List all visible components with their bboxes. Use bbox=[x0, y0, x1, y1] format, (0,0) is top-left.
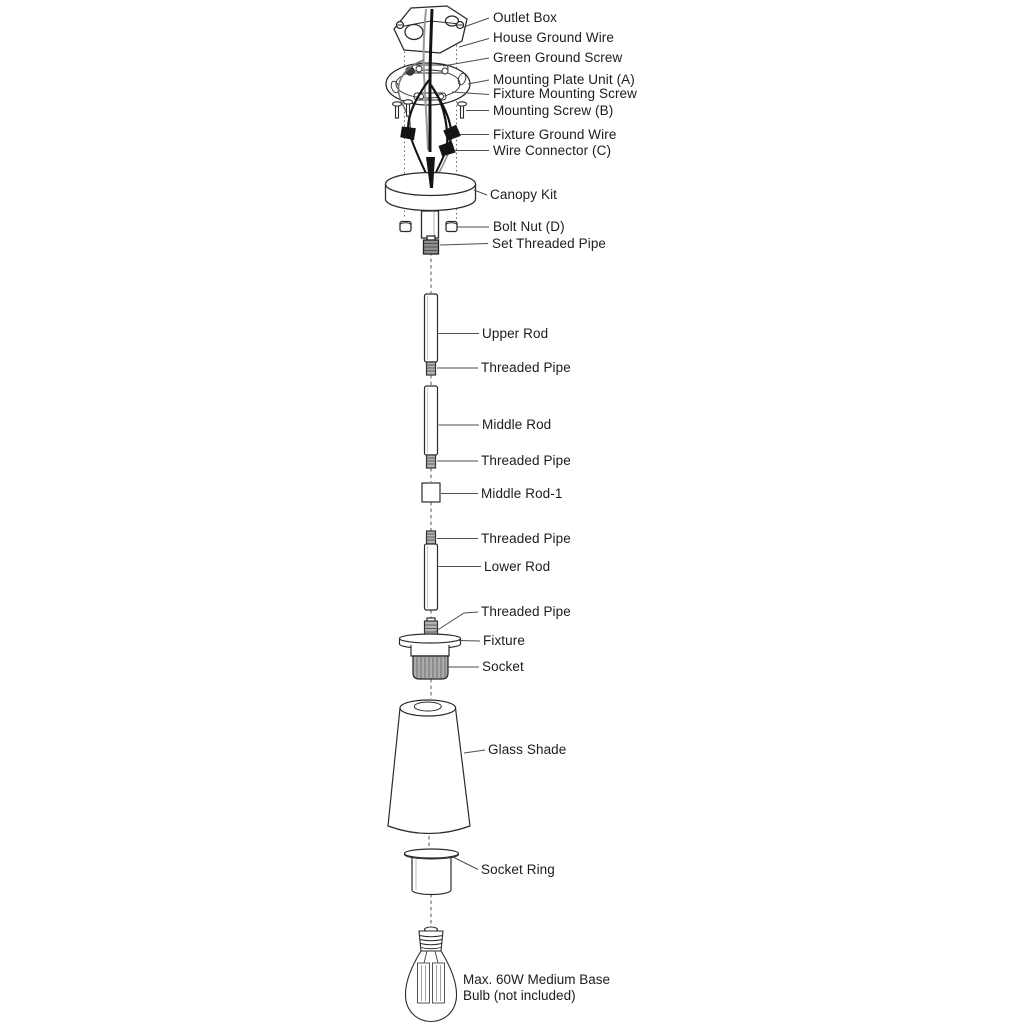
bolt-nut-right-drawing bbox=[446, 222, 457, 232]
socket-ring-drawing bbox=[405, 849, 459, 895]
label-upper-rod: Upper Rod bbox=[482, 326, 549, 341]
label-socket-ring: Socket Ring bbox=[481, 862, 555, 877]
label-mounting-plate-unit: Mounting Plate Unit (A) bbox=[493, 72, 635, 87]
socket-drawing bbox=[413, 656, 448, 679]
label-lower-rod: Lower Rod bbox=[484, 559, 551, 574]
label-fixture-ground-wire: Fixture Ground Wire bbox=[493, 127, 617, 142]
bolt-nut-left-drawing bbox=[400, 222, 411, 232]
label-socket: Socket bbox=[482, 659, 524, 674]
bulb-note-line1: Max. 60W Medium Base bbox=[463, 972, 611, 987]
label-threaded-pipe-3: Threaded Pipe bbox=[481, 531, 571, 546]
label-glass-shade: Glass Shade bbox=[488, 742, 567, 757]
middle-rod-drawing bbox=[425, 386, 438, 468]
set-threaded-pipe-drawing bbox=[424, 236, 439, 254]
mounting-screw-b-drawing bbox=[458, 102, 467, 118]
upper-rod-drawing bbox=[425, 294, 438, 375]
glass-shade-drawing bbox=[388, 700, 470, 834]
bulb-note-line2: Bulb (not included) bbox=[463, 987, 576, 1003]
label-canopy-kit: Canopy Kit bbox=[490, 187, 558, 202]
label-set-threaded-pipe: Set Threaded Pipe bbox=[492, 236, 607, 251]
label-middle-rod: Middle Rod bbox=[482, 417, 552, 432]
fixture-neck-drawing bbox=[411, 645, 449, 656]
fixture-threaded-pipe-drawing bbox=[425, 618, 438, 636]
label-wire-connector: Wire Connector (C) bbox=[493, 143, 612, 158]
label-fixture-mounting-screw: Fixture Mounting Screw bbox=[493, 86, 638, 101]
bulb-drawing bbox=[405, 927, 456, 1022]
bulb-note bbox=[463, 972, 610, 1003]
label-threaded-pipe-1: Threaded Pipe bbox=[481, 360, 571, 375]
label-threaded-pipe-4: Threaded Pipe bbox=[481, 604, 571, 619]
label-bolt-nut: Bolt Nut (D) bbox=[493, 219, 565, 234]
label-middle-rod-1: Middle Rod-1 bbox=[481, 486, 563, 501]
label-house-ground-wire: House Ground Wire bbox=[493, 30, 614, 45]
middle-rod-1-drawing bbox=[422, 483, 440, 502]
bulb-glass-drawing bbox=[405, 951, 456, 1022]
label-fixture: Fixture bbox=[483, 633, 525, 648]
canopy-kit-drawing bbox=[386, 157, 476, 254]
label-threaded-pipe-2: Threaded Pipe bbox=[481, 453, 571, 468]
label-mounting-screw: Mounting Screw (B) bbox=[493, 103, 614, 118]
label-green-ground-screw: Green Ground Screw bbox=[493, 50, 623, 65]
fixture-socket-drawing bbox=[400, 618, 461, 679]
label-outlet-box: Outlet Box bbox=[493, 10, 558, 25]
lower-rod-drawing bbox=[425, 531, 438, 610]
